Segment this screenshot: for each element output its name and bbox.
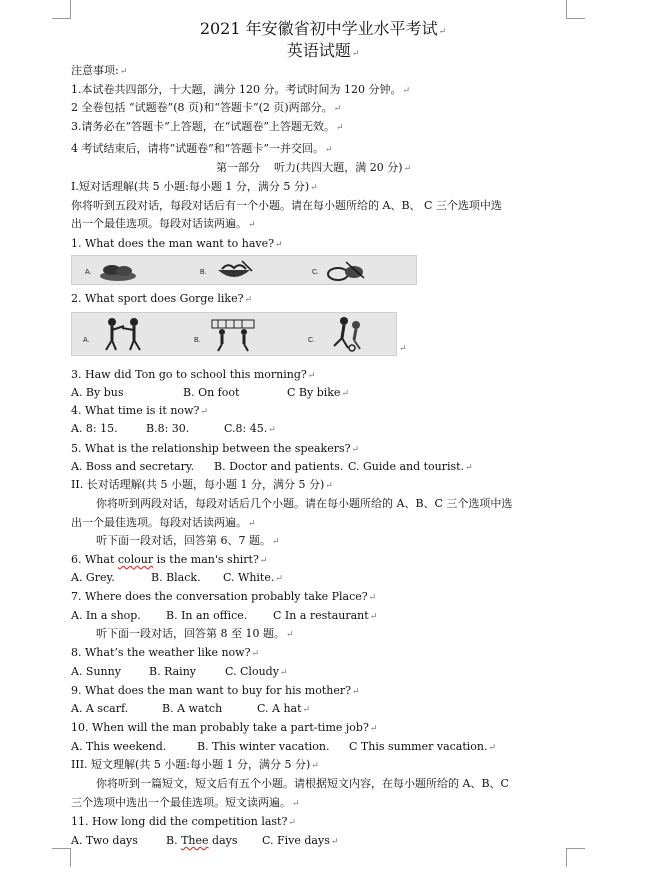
question-11-options: A. Two days B. Thee days C. Five days↵	[71, 834, 339, 847]
note-item: 4 考试结束后，请将“试题卷”和“答题卡”一并交回。↵	[71, 142, 333, 155]
question-9-options: A. A scarf. B. A watch C. A hat↵	[71, 702, 311, 715]
question-9: 9. What does the man want to buy for his mother?↵	[71, 684, 360, 697]
question-5: 5. What is the relationship between the speakers?↵	[71, 442, 360, 455]
section1-instruction: 你将听到五段对话，每段对话后有一个小题。请在每小题所给的 A、B、 C 三个选项中选	[71, 199, 502, 212]
section3-title: III. 短文理解(共 5 小题:每小题 1 分，满分 5 分)↵	[71, 758, 319, 771]
picture-label-b: B.	[194, 337, 201, 344]
question-5-options: A. Boss and secretary. B. Doctor and patients. C. Guide and tourist.↵	[71, 460, 473, 473]
corner-mark-bottom-left	[52, 848, 71, 867]
question-6-options: A. Grey. B. Black. C. White.↵	[71, 571, 283, 584]
listening-prompt: 听下面一段对话，回答第 8 至 10 题。↵	[96, 627, 294, 640]
exam-title: 2021 年安徽省初中学业水平考试↵	[199, 19, 447, 38]
food-bowl-icon	[96, 260, 140, 282]
question-2-pictures	[71, 312, 397, 356]
corner-mark-bottom-right	[566, 848, 585, 867]
part1-heading: 第一部分 听力(共四大题，满 20 分)↵	[216, 161, 412, 174]
section1-title: I.短对话理解(共 5 小题:每小题 1 分，满分 5 分)↵	[71, 180, 318, 193]
picture-label-a: A.	[85, 269, 92, 276]
note-item: 1.本试卷共四部分，十大题，满分 120 分。考试时间为 120 分钟。↵	[71, 83, 411, 96]
section1-instruction: 出一个最佳选项。每段对话读两遍。↵	[71, 217, 256, 230]
volleyball-net-icon	[208, 316, 258, 352]
section2-title: II. 长对话理解(共 5 小题，每小题 1 分，满分 5 分)↵	[71, 478, 333, 491]
question-1-pictures	[71, 255, 417, 285]
picture-label-a: A.	[83, 337, 90, 344]
note-item: 2 全卷包括 “试题卷”(8 页)和“答题卡”(2 页)两部分。↵	[71, 101, 342, 114]
question-7-options: A. In a shop. B. In an office. C In a restaurant↵	[71, 609, 378, 622]
section2-instruction: 你将听到两段对话，每段对话后几个小题。请在每小题所给的 A、B、C 三个选项中选	[96, 497, 513, 510]
question-6: 6. What colour is the man's shirt?↵	[71, 553, 268, 566]
question-8-options: A. Sunny B. Rainy C. Cloudy↵	[71, 665, 288, 678]
question-10: 10. When will the man probably take a part-time job?↵	[71, 721, 378, 734]
question-8: 8. What’s the weather like now?↵	[71, 646, 260, 659]
football-players-icon	[322, 316, 372, 352]
question-3: 3. Haw did Ton go to school this morning?↵	[71, 368, 316, 381]
exam-subtitle: 英语试题↵	[286, 41, 360, 60]
question-7: 7. Where does the conversation probably take Place?↵	[71, 590, 377, 603]
section3-instruction: 你将听到一篇短文，短文后有五个小题。请根据短文内容，在每小题所给的 A、B、C	[96, 777, 509, 790]
question-10-options: A. This weekend. B. This winter vacation. C This summer vacation.↵	[71, 740, 497, 753]
boxing-players-icon	[98, 316, 148, 352]
notes-heading: 注意事项:↵	[71, 64, 128, 77]
section3-instruction: 三个选项中选出一个最佳选项。短文读两遍。↵	[71, 796, 300, 809]
note-item: 3.请务必在“答题卡”上答题，在“试题卷”上答题无效。↵	[71, 120, 344, 133]
picture-label-c: C.	[312, 269, 319, 276]
question-4-options: A. 8: 15. B.8: 30. C.8: 45.↵	[71, 422, 276, 435]
question-4: 4. What time is it now?↵	[71, 404, 208, 417]
listening-prompt: 听下面一段对话，回答第 6、7 题。↵	[96, 534, 280, 547]
pictures-return-mark: ↵	[399, 344, 407, 354]
section2-instruction: 出一个最佳选项。每段对话读两遍。↵	[71, 516, 256, 529]
dumplings-icon	[324, 260, 368, 282]
question-11: 11. How long did the competition last?↵	[71, 815, 296, 828]
picture-label-b: B.	[200, 269, 207, 276]
picture-label-c: C.	[308, 337, 315, 344]
question-1: 1. What does the man want to have?↵	[71, 237, 283, 250]
question-3-options: A. By bus B. On foot C By bike↵	[71, 386, 349, 399]
noodles-bowl-icon	[212, 260, 256, 282]
question-2: 2. What sport does Gorge like?↵	[71, 292, 253, 305]
